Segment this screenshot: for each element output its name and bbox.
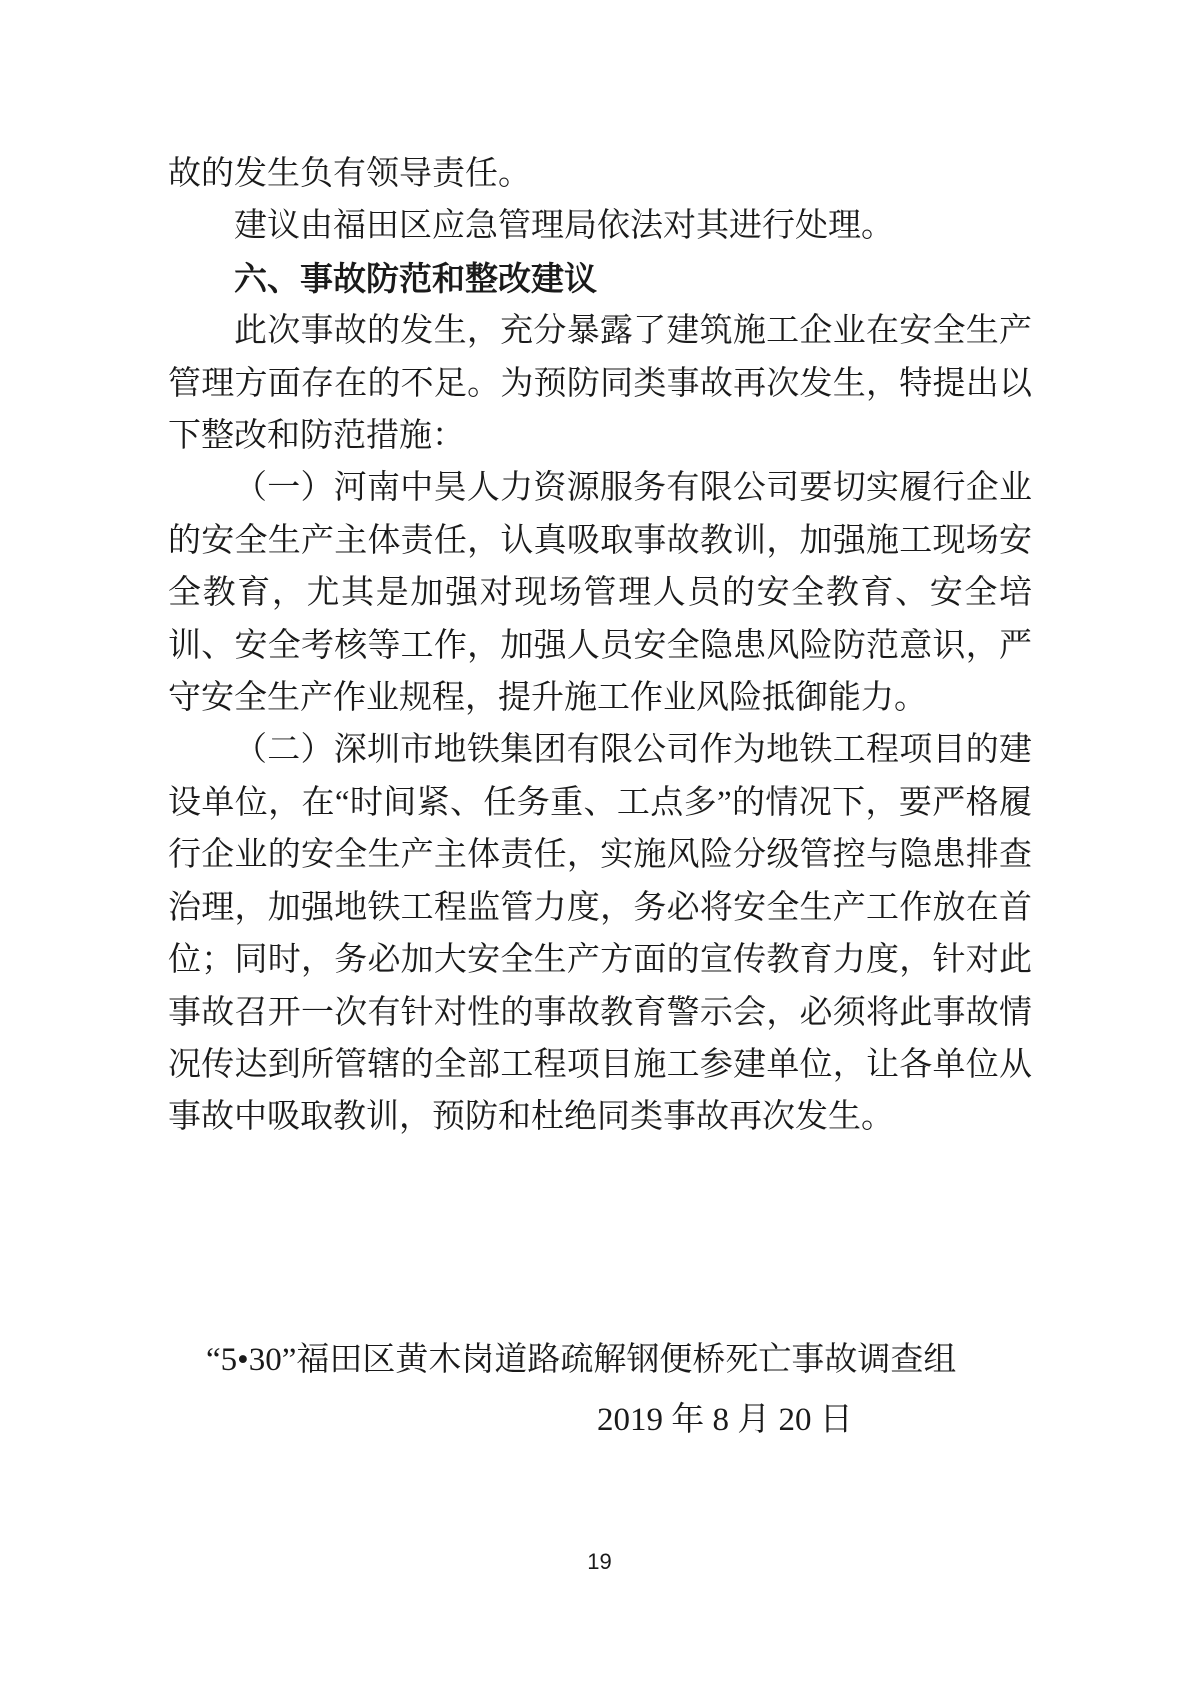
page-number: 19 <box>587 1549 612 1574</box>
signature-block <box>168 1334 1032 1447</box>
paragraph-recommendation: 建议由福田区应急管理局依法对其进行处理。 <box>234 208 894 245</box>
signature-line: “5•30”福田区黄木岗道路疏解钢便桥死亡事故调查组 <box>206 1341 957 1378</box>
paragraph-measure-2: （二）深圳市地铁集团有限公司作为地铁工程项目的建设单位，在“时间紧、任务重、工点多”的情况下，要严格履行企业的安全生产主体责任，实施风险分级管控与隐患排查治理，加强地铁工程监管力度，务必将安全生产工作放在首位；同时，务必加大安全生产方面的宣传教育力度，针对此事故召开一次有针对性的事故教育警示会，必须将此事故情况传达到所管辖的全部工程项目施工参建单位，让各单位从事故中吸取教训，预防和杜绝同类事故再次发生。 <box>168 732 1032 1136</box>
paragraph-intro: 此次事故的发生，充分暴露了建筑施工企业在安全生产管理方面存在的不足。为预防同类事故再次发生，特提出以下整改和防范措施： <box>168 313 1032 455</box>
paragraph-continuation: 故的发生负有领导责任。 <box>168 156 531 192</box>
section-heading: 六、事故防范和整改建议 <box>234 259 597 297</box>
document-content <box>168 148 1032 1447</box>
paragraph-measure-1: （一）河南中昊人力资源服务有限公司要切实履行企业的安全生产主体责任，认真吸取事故教训，加强施工现场安全教育，尤其是加强对现场管理人员的安全教育、安全培训、安全考核等工作，加强人员安全隐患风险防范意识，严守安全生产作业规程，提升施工作业风险抵御能力。 <box>168 470 1032 717</box>
date-line: 2019 年 8 月 20 日 <box>597 1402 853 1439</box>
